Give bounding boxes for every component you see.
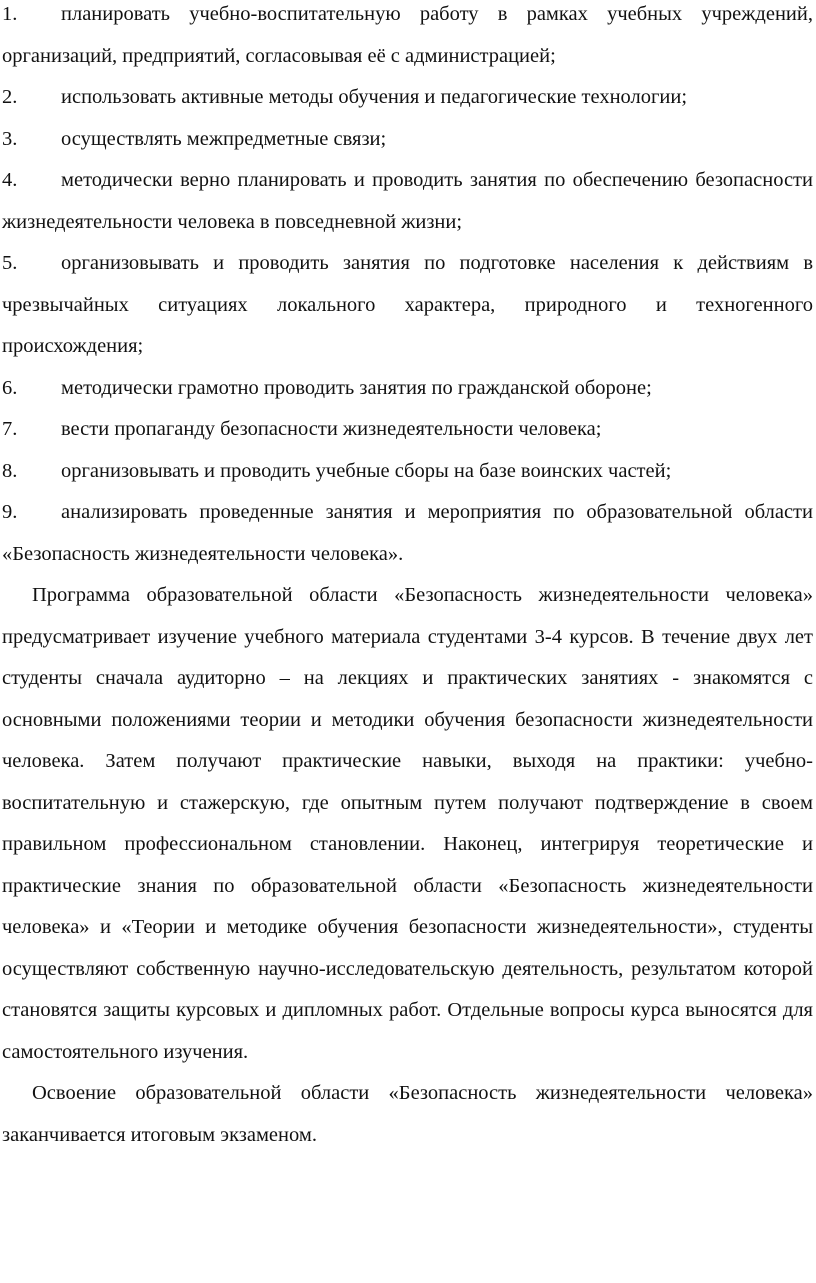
list-item-number: 9.	[2, 501, 18, 523]
competency-list	[2, 0, 813, 575]
list-item-number: 7.	[2, 418, 18, 440]
program-description-paragraph: Программа образовательной области «Безопасность жизнедеятельности человека» предусматривает изучение учебного материала студентами 3-4 курсов. В течение двух лет студенты сначала аудиторно – на лекциях и практических занятиях - знакомятся с основными положениями теории и методики обучения безопасности жизнедеятельности человека. Затем получают практические навыки, выходя на практики: учебно-воспитательную и стажерскую, где опытным путем получают подтверждение в своем правильном профессиональном становлении. Наконец, интегрируя теоретические и практические знания по образовательной области «Безопасность жизнедеятельности человека» и «Теории и методике обучения безопасности жизнедеятельности», студенты осуществляют собственную научно-исследовательскую деятельность, результатом которой становятся защиты курсовых и дипломных работ. Отдельные вопросы курса выносятся для самостоятельного изучения.	[2, 584, 813, 1063]
list-item-text: организовывать и проводить занятия по подготовке населения к действиям в чрезвычайных ситуациях локального характера, природного и техногенного происхождения;	[2, 252, 813, 357]
list-item	[2, 0, 813, 77]
list-item-number: 5.	[2, 252, 18, 274]
list-item-text: планировать учебно-воспитательную работу в рамках учебных учреждений, организаций, предприятий, согласовывая её с администрацией;	[2, 3, 813, 67]
list-item-number: 2.	[2, 86, 18, 108]
list-item	[2, 492, 813, 575]
list-item-text: методически грамотно проводить занятия по гражданской обороне;	[61, 376, 652, 399]
list-item	[2, 160, 813, 243]
list-item	[2, 77, 813, 119]
list-item-number: 1.	[2, 3, 18, 25]
list-item	[2, 243, 813, 368]
list-item	[2, 368, 813, 410]
list-item-text: использовать активные методы обучения и педагогические технологии;	[61, 86, 688, 108]
list-item-text: организовывать и проводить учебные сборы на базе воинских частей;	[61, 459, 672, 482]
list-item-number: 3.	[2, 127, 18, 150]
list-item-text: осуществлять межпредметные связи;	[61, 127, 387, 150]
list-item-text: анализировать проведенные занятия и мероприятия по образовательной области «Безопасность жизнедеятельности человека».	[2, 501, 813, 565]
list-item	[2, 451, 813, 493]
list-item-text: вести пропаганду безопасности жизнедеятельности человека;	[61, 418, 602, 440]
list-item-number: 8.	[2, 459, 18, 482]
list-item-number: 6.	[2, 376, 18, 399]
list-item	[2, 119, 813, 161]
list-item	[2, 409, 813, 451]
exam-paragraph: Освоение образовательной области «Безопасность жизнедеятельности человека» заканчивается итоговым экзаменом.	[2, 1082, 813, 1146]
list-item-text: методически верно планировать и проводить занятия по обеспечению безопасности жизнедеятельности человека в повседневной жизни;	[2, 169, 813, 233]
list-item-number: 4.	[2, 169, 18, 191]
